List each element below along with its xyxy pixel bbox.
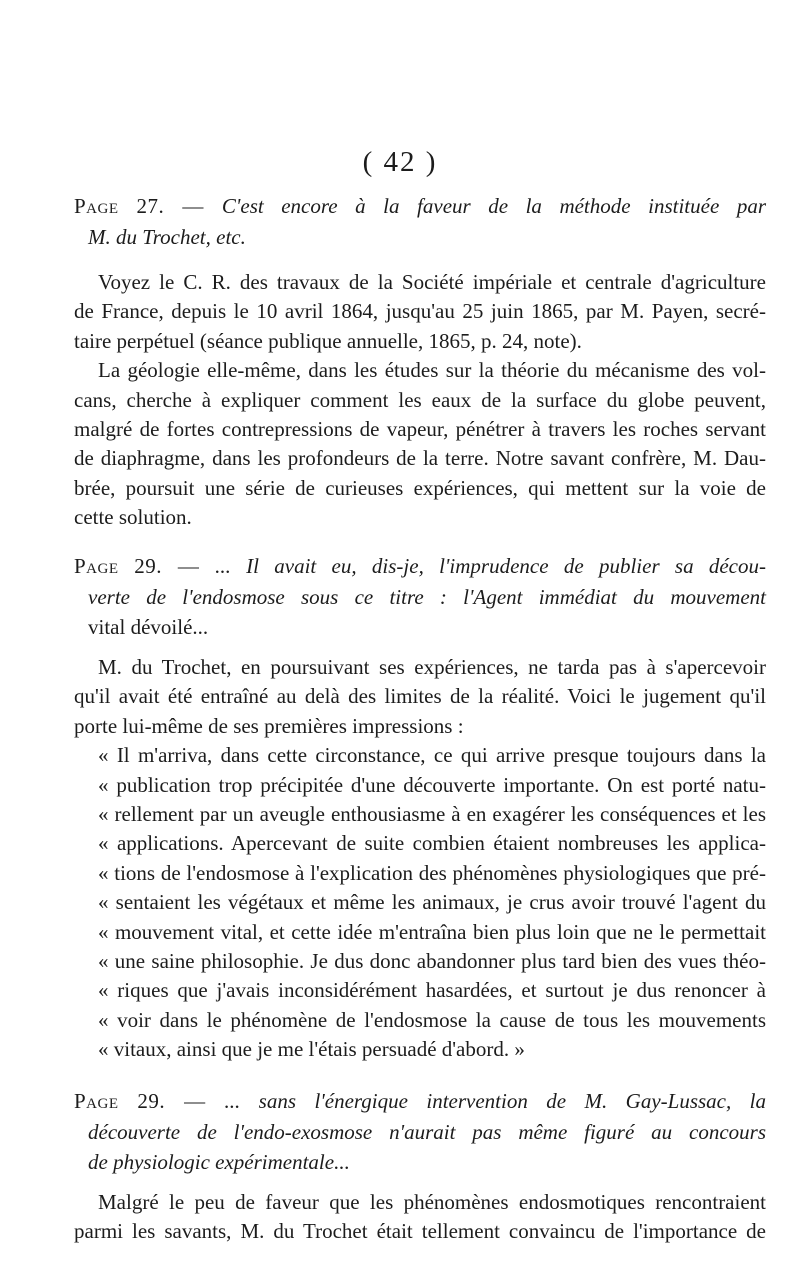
- text-line: cette solution.: [74, 505, 192, 530]
- text-line: qu'il avait été entraîné au delà des limites de la réalité. Voici le jugement qu'il: [74, 684, 766, 709]
- text-line: de diaphragme, dans les profondeurs de la terre. Notre savant confrère, M. Dau-: [74, 446, 766, 471]
- quoted-text: vital dévoilé...: [88, 615, 209, 639]
- quote-line: « publication trop précipitée d'une découverte importante. On est porté natu-: [98, 772, 766, 797]
- text-line: malgré de fortes contrepressions de vapeur, pénétrer à travers les roches servant: [74, 416, 766, 441]
- text-line: brée, poursuit une série de curieuses expériences, qui mettent sur la voie de: [74, 475, 766, 500]
- quote-line: « tions de l'endosmose à l'explication des phénomènes physiologiques que pré-: [98, 860, 766, 885]
- quoted-text: C'est encore à la faveur de la méthode instituée par: [221, 194, 766, 218]
- text-line: Malgré le peu de faveur que les phénomènes endosmotiques rencontraient: [98, 1190, 766, 1214]
- quote-line: « une saine philosophie. Je dus donc abandonner plus tard bien des vues théo-: [98, 948, 766, 973]
- commentary-paragraph-3: [74, 1188, 766, 1247]
- quoted-text: ... sans l'énergique intervention de M. Gay-Lussac, la: [224, 1089, 766, 1113]
- text-line: La géologie elle-même, dans les études sur la théorie du mécanisme des vol-: [98, 358, 766, 383]
- quoted-text: découverte de l'endo-exosmose n'aurait pas même figuré au concours: [88, 1119, 766, 1144]
- page-reference-label: Page 29. —: [74, 554, 216, 578]
- quote-line: « voir dans le phénomène de l'endosmose la cause de tous les mouvements: [98, 1007, 766, 1032]
- quoted-text: de physiologic expérimentale...: [88, 1150, 350, 1174]
- quote-line: « vitaux, ainsi que je me l'étais persuadé d'abord. »: [98, 1037, 525, 1062]
- text-line: M. du Trochet, en poursuivant ses expériences, ne tarda pas à s'apercevoir: [98, 655, 766, 679]
- text-line: Voyez le C. R. des travaux de la Société impériale et centrale d'agriculture: [98, 270, 766, 294]
- page-number: ( 42 ): [362, 146, 438, 178]
- section-page-29-b: [74, 1086, 766, 1178]
- text-line: taire perpétuel (séance publique annuelle, 1865, p. 24, note).: [74, 328, 582, 353]
- section-page-27: [74, 191, 766, 252]
- text-line: parmi les savants, M. du Trochet était tellement convaincu de l'importance de: [74, 1219, 766, 1244]
- quote-line: « rellement par un aveugle enthousiasme à en exagérer les conséquences et les: [98, 801, 766, 826]
- text-line: de France, depuis le 10 avril 1864, jusqu'au 25 juin 1865, par M. Payen, secré-: [74, 299, 766, 324]
- quote-line: « Il m'arriva, dans cette circonstance, ce qui arrive presque toujours dans la: [98, 743, 766, 768]
- quoted-text: verte de l'endosmose sous ce titre : l'Agent immédiat du mouvement: [88, 584, 766, 609]
- quoted-text: M. du Trochet, etc.: [88, 224, 246, 249]
- quote-line: « sentaient les végétaux et même les animaux, je crus avoir trouvé l'agent du: [98, 890, 766, 915]
- commentary-paragraph-1: [74, 268, 766, 533]
- page-reference-label: Page 27. —: [74, 194, 222, 218]
- quote-line: « applications. Apercevant de suite combien étaient nombreuses les applica-: [98, 831, 766, 856]
- quote-line: « mouvement vital, et cette idée m'entraîna bien plus loin que ne le permettait: [98, 919, 766, 944]
- section-page-29-a: [74, 551, 766, 643]
- quote-line: « riques que j'avais inconsidérément hasardées, et surtout je dus renoncer à: [98, 978, 766, 1003]
- quoted-text: ... Il avait eu, dis-je, l'imprudence de publier sa décou-: [215, 554, 766, 578]
- page-reference-label: Page 29. —: [74, 1089, 225, 1113]
- commentary-paragraph-2: [74, 653, 766, 1064]
- text-line: porte lui-même de ses premières impressions :: [74, 713, 464, 738]
- text-line: cans, cherche à expliquer comment les eaux de la surface du globe peuvent,: [74, 387, 766, 412]
